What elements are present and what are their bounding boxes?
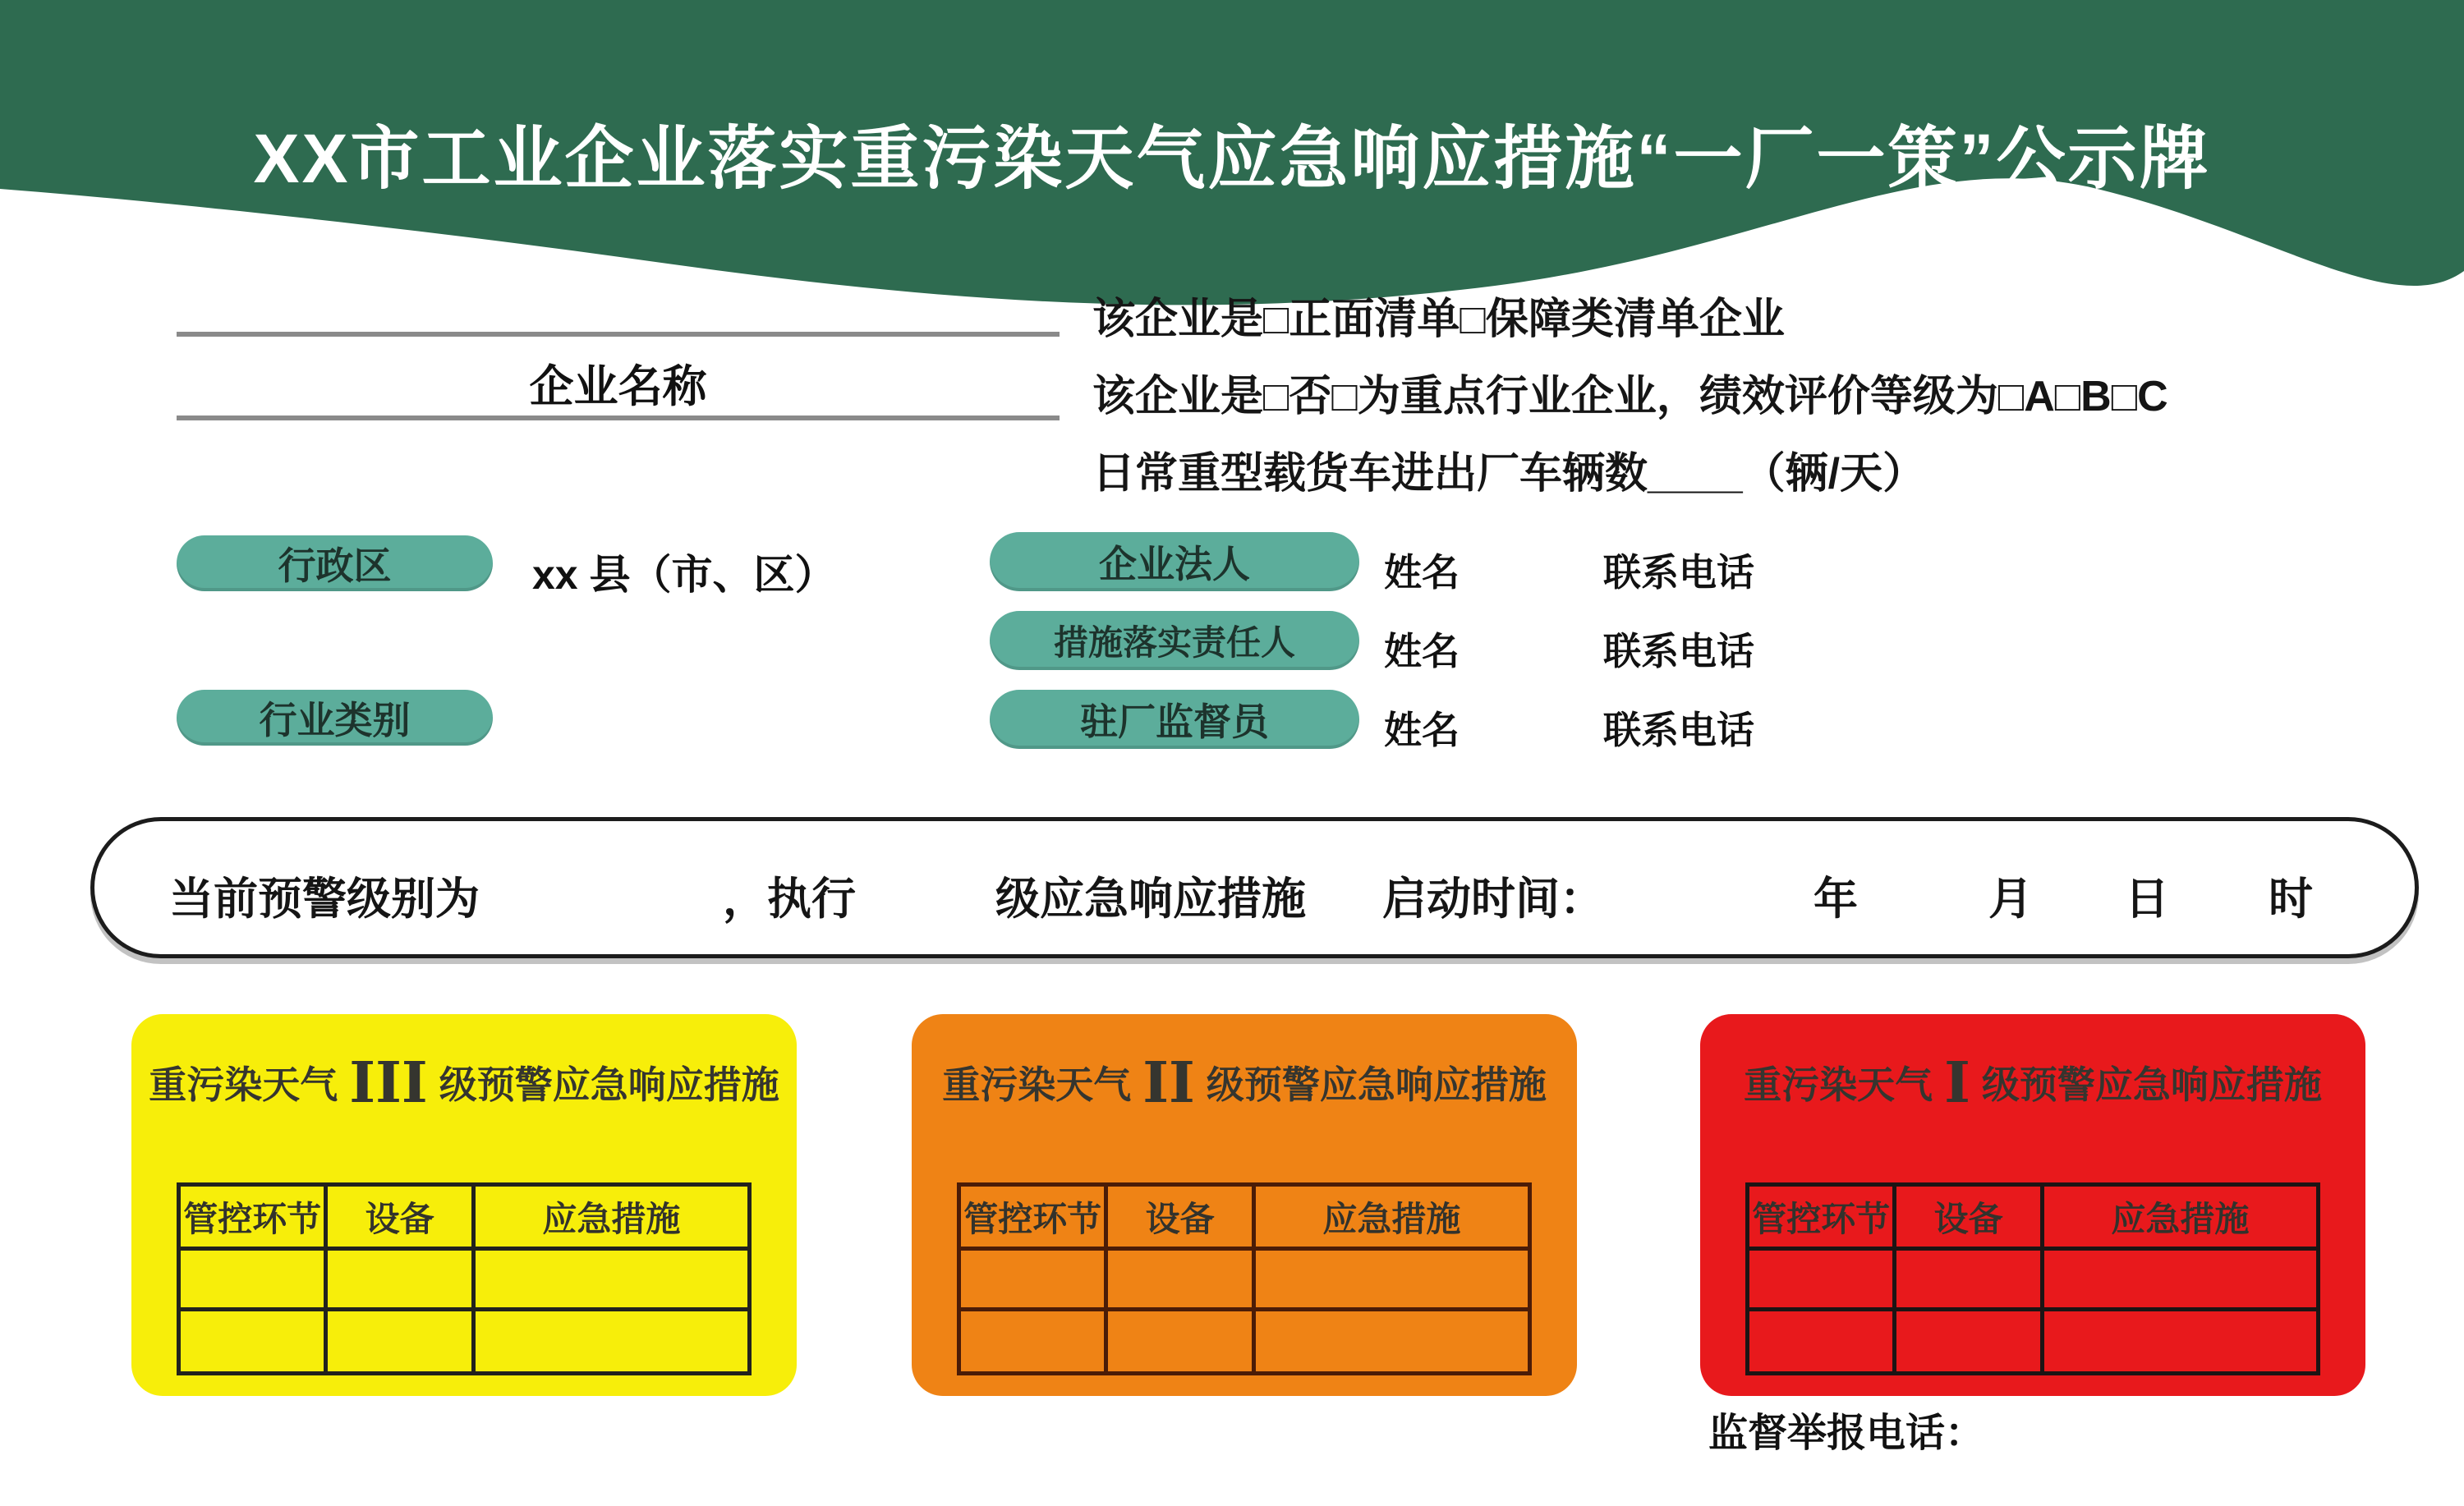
- status-execute-label: ，执行: [723, 875, 856, 924]
- card-title-prefix: 重污染天气: [149, 1063, 338, 1106]
- card-title-suffix: 级预警应急响应措施: [439, 1063, 779, 1106]
- admin-region-pill: 行政区: [177, 535, 493, 591]
- company-name-underline-top: [177, 332, 1060, 337]
- table-cell-empty: [1108, 1311, 1255, 1372]
- warning-card-level-3: [131, 1014, 797, 1396]
- enterprise-declarations: [1092, 281, 2168, 512]
- table-cell-empty: [1256, 1311, 1528, 1372]
- warning-card-level-1: [1700, 1014, 2365, 1396]
- card-title-prefix: 重污染天气: [1744, 1063, 1933, 1106]
- factory-supervisor-pill: 驻厂监督员: [990, 690, 1359, 749]
- table-cell-empty: [1749, 1251, 1896, 1311]
- card-level-numeral: I: [1944, 1050, 1970, 1116]
- table-cell-empty: [328, 1251, 475, 1311]
- table-cell-empty: [961, 1251, 1108, 1311]
- warning-card-title: [131, 1050, 797, 1116]
- card-level-numeral: II: [1142, 1050, 1195, 1116]
- table-cell-empty: [1108, 1251, 1255, 1311]
- factory-supervisor-name-label: 姓名: [1384, 709, 1460, 751]
- table-cell-empty: [1749, 1311, 1896, 1372]
- table-cell-empty: [2044, 1251, 2316, 1311]
- declaration-line-list-type: 该企业是□正面清单□保障类清单企业: [1092, 296, 1785, 343]
- card-title-suffix: 级预警应急响应措施: [1206, 1063, 1547, 1106]
- card-level-numeral: III: [349, 1050, 428, 1116]
- status-hour-label: 时: [2269, 875, 2313, 924]
- table-cell-empty: [181, 1311, 328, 1372]
- table-cell-empty: [181, 1251, 328, 1311]
- table-header-emergency-measure: 应急措施: [476, 1187, 747, 1251]
- table-header-emergency-measure: 应急措施: [1256, 1187, 1528, 1251]
- table-cell-empty: [1256, 1251, 1528, 1311]
- table-cell-empty: [1896, 1251, 2043, 1311]
- measures-table: [177, 1182, 752, 1375]
- admin-region-value: xx 县（市、区）: [532, 552, 836, 598]
- factory-supervisor-phone-label: 联系电话: [1603, 709, 1754, 751]
- industry-type-pill: 行业类别: [177, 690, 493, 746]
- measures-table: [1745, 1182, 2320, 1375]
- status-year-label: 年: [1814, 875, 1858, 924]
- card-title-prefix: 重污染天气: [942, 1063, 1132, 1106]
- supervision-hotline-label: 监督举报电话：: [1708, 1412, 1985, 1455]
- measure-responsible-pill: 措施落实责任人: [990, 611, 1359, 670]
- measures-table: [957, 1182, 1532, 1375]
- measure-responsible-phone-label: 联系电话: [1603, 630, 1754, 673]
- table-cell-empty: [1896, 1311, 2043, 1372]
- table-header-control-stage: 管控环节: [181, 1187, 328, 1251]
- status-response-measures-label: 级应急响应措施: [995, 875, 1306, 924]
- table-cell-empty: [476, 1251, 747, 1311]
- current-warning-status-bar: [90, 817, 2419, 958]
- status-month-label: 月: [1988, 875, 2033, 924]
- company-name-label: 企业名称: [529, 362, 707, 411]
- table-cell-empty: [328, 1311, 475, 1372]
- table-header-equipment: 设备: [328, 1187, 475, 1251]
- table-cell-empty: [961, 1311, 1108, 1372]
- page-title: XX市工业企业落实重污染天气应急响应措施“一厂一策”公示牌: [253, 120, 2211, 197]
- warning-card-title: [1700, 1050, 2365, 1116]
- status-day-label: 日: [2125, 875, 2169, 924]
- legal-person-pill: 企业法人: [990, 532, 1359, 591]
- table-header-control-stage: 管控环节: [1749, 1187, 1896, 1251]
- measure-responsible-name-label: 姓名: [1384, 630, 1460, 673]
- legal-person-phone-label: 联系电话: [1603, 551, 1754, 594]
- table-header-control-stage: 管控环节: [961, 1187, 1108, 1251]
- status-current-level-label: 当前预警级别为: [169, 875, 480, 924]
- declaration-line-key-industry: 该企业是□否□为重点行业企业，绩效评价等级为□A□B□C: [1092, 373, 2168, 420]
- company-name-underline-bottom: [177, 416, 1060, 420]
- table-header-equipment: 设备: [1896, 1187, 2043, 1251]
- table-cell-empty: [476, 1311, 747, 1372]
- table-header-emergency-measure: 应急措施: [2044, 1187, 2316, 1251]
- table-cell-empty: [2044, 1311, 2316, 1372]
- warning-card-level-2: [912, 1014, 1577, 1396]
- legal-person-name-label: 姓名: [1384, 551, 1460, 594]
- warning-card-title: [912, 1050, 1577, 1116]
- table-header-equipment: 设备: [1108, 1187, 1255, 1251]
- status-start-time-label: 启动时间：: [1382, 875, 1604, 924]
- card-title-suffix: 级预警应急响应措施: [1981, 1063, 2322, 1106]
- declaration-line-truck-count: 日常重型载货车进出厂车辆数____（辆/天）: [1092, 450, 1926, 498]
